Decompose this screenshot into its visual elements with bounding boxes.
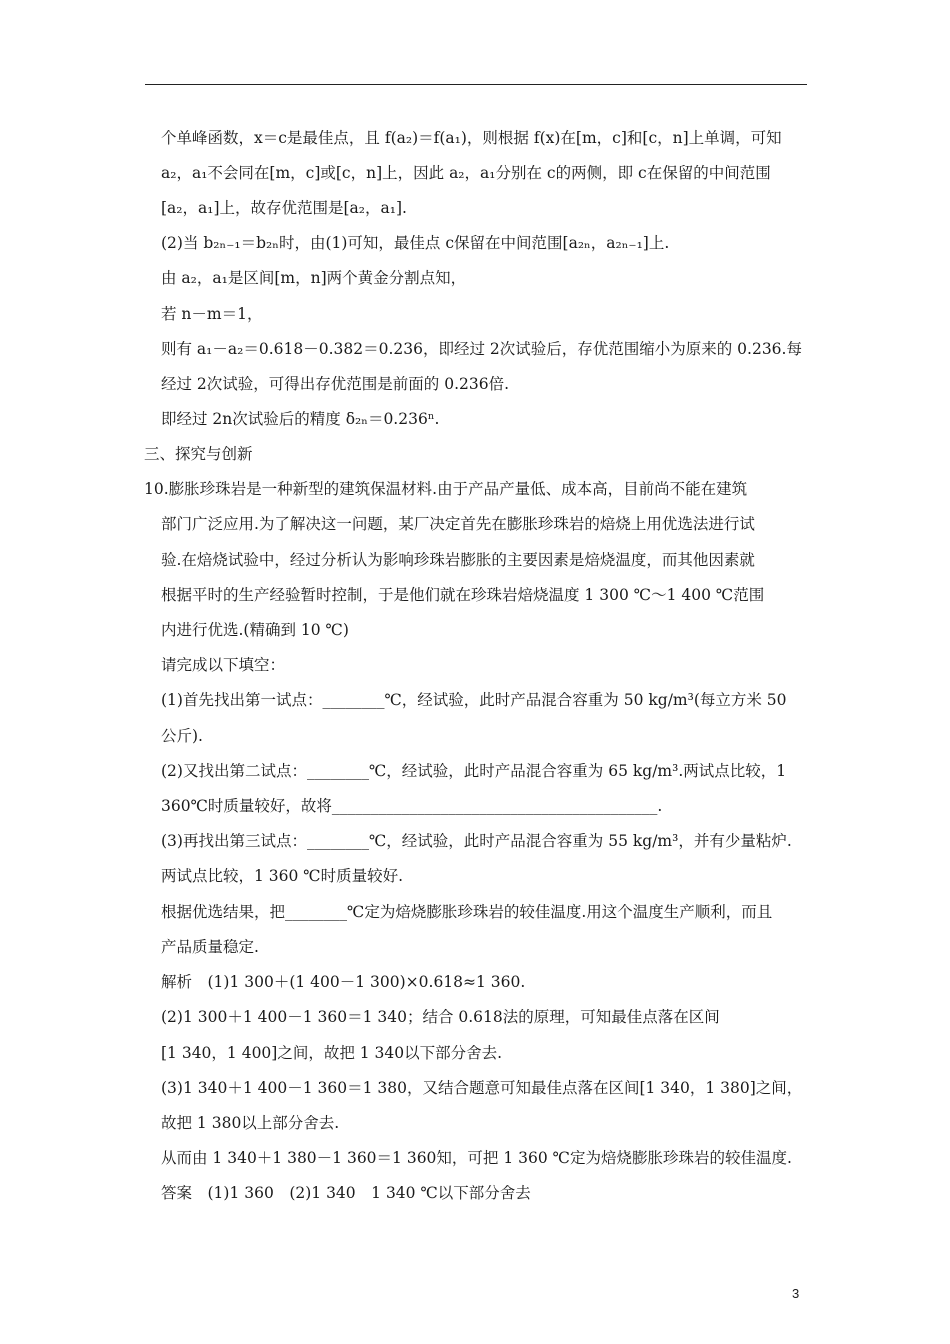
text-line: 经过 2次试验，可得出存优范围是前面的 0.236倍. [161, 375, 510, 393]
text-line: (3)再找出第三试点：________℃，经试验，此时产品混合容重为 55 kg/m³，并有少量粘炉. [161, 832, 792, 850]
text-line: 故把 1 380以上部分舍去. [161, 1114, 340, 1132]
text-line: 三、探究与创新 [144, 445, 253, 463]
text-line: 根据优选结果，把________℃定为焙烧膨胀珍珠岩的较佳温度.用这个温度生产顺利，而且 [161, 903, 773, 921]
text-line: 即经过 2n次试验后的精度 δ₂ₙ＝0.236ⁿ. [161, 410, 440, 428]
text-line: a₂，a₁不会同在[m，c]或[c，n]上，因此 a₂，a₁分别在 c的两侧，即 c在保留的中间范围 [161, 164, 771, 182]
text-line: 360℃时质量较好，故将__________________________________________. [161, 797, 663, 815]
text-line: 请完成以下填空： [161, 656, 286, 674]
text-line: 答案 (1)1 360 (2)1 340 1 340 ℃以下部分舍去 [161, 1184, 531, 1202]
text-line: (3)1 340＋1 400－1 360＝1 380，又结合题意可知最佳点落在区间[1 340，1 380]之间， [161, 1079, 803, 1097]
text-line: 内进行优选.(精确到 10 ℃) [161, 621, 349, 639]
text-line: [1 340，1 400]之间，故把 1 340以下部分舍去. [161, 1044, 503, 1062]
text-line: 两试点比较，1 360 ℃时质量较好. [161, 867, 404, 885]
text-line: 从而由 1 340＋1 380－1 360＝1 360知，可把 1 360 ℃定为焙烧膨胀珍珠岩的较佳温度. [161, 1149, 792, 1167]
text-line: 解析 (1)1 300＋(1 400－1 300)×0.618≈1 360. [161, 973, 526, 991]
text-line: 由 a₂，a₁是区间[m，n]两个黄金分割点知， [161, 269, 467, 287]
text-line: (2)当 b₂ₙ₋₁＝b₂ₙ时，由(1)可知，最佳点 c保留在中间范围[a₂ₙ，a₂ₙ₋₁]上. [161, 234, 670, 252]
text-line: 公斤). [161, 727, 203, 745]
text-line: 则有 a₁－a₂＝0.618－0.382＝0.236，即经过 2次试验后，存优范围缩小为原来的 0.236.每 [161, 340, 802, 358]
text-line: 10.膨胀珍珠岩是一种新型的建筑保温材料.由于产品产量低、成本高，目前尚不能在建筑 [144, 480, 748, 498]
text-line: (2)1 300＋1 400－1 360＝1 340；结合 0.618法的原理，可知最佳点落在区间 [161, 1008, 720, 1026]
page-number: 3 [792, 1286, 800, 1301]
text-line: 验.在焙烧试验中，经过分析认为影响珍珠岩膨胀的主要因素是焙烧温度，而其他因素就 [161, 551, 755, 569]
text-line: (1)首先找出第一试点：________℃，经试验，此时产品混合容重为 50 kg/m³(每立方米 50 [161, 691, 787, 709]
header-rule [145, 84, 807, 85]
text-line: (2)又找出第二试点：________℃，经试验，此时产品混合容重为 65 kg/m³.两试点比较，1 [161, 762, 787, 780]
text-line: [a₂，a₁]上，故存优范围是[a₂，a₁]. [161, 199, 407, 217]
text-line: 部门广泛应用.为了解决这一问题，某厂决定首先在膨胀珍珠岩的焙烧上用优选法进行试 [161, 515, 755, 533]
text-line: 若 n－m＝1， [161, 305, 263, 323]
text-line: 个单峰函数，x＝c是最佳点，且 f(a₂)＝f(a₁)，则根据 f(x)在[m，c]和[c，n]上单调，可知 [161, 129, 782, 147]
text-line: 产品质量稳定. [161, 938, 259, 956]
text-line: 根据平时的生产经验暂时控制，于是他们就在珍珠岩焙烧温度 1 300 ℃～1 400 ℃范围 [161, 586, 765, 604]
